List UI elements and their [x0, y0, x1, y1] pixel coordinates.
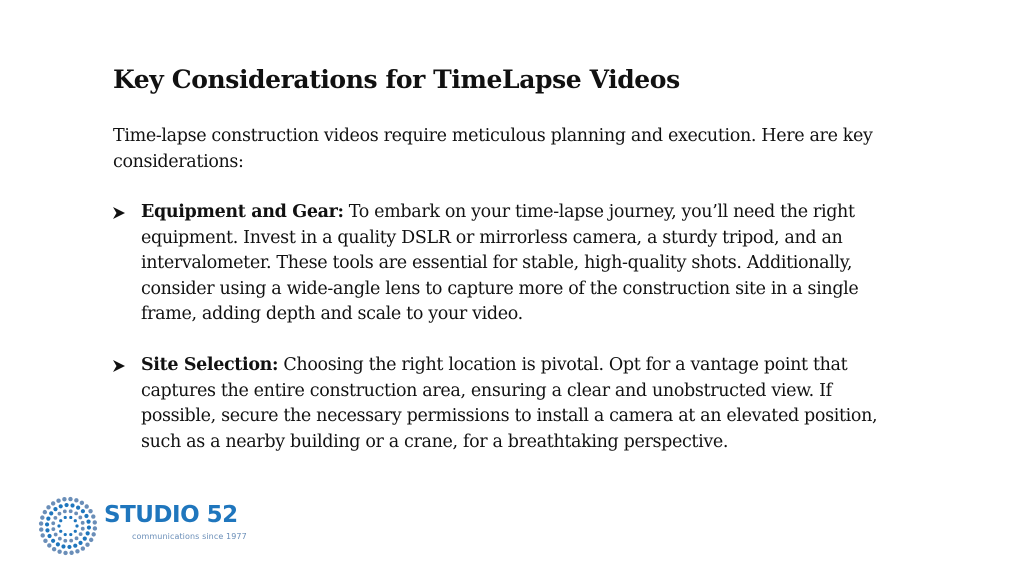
- logo-dot: [43, 539, 47, 543]
- logo-dot: [81, 546, 85, 550]
- logo-dot: [93, 526, 97, 530]
- intro-paragraph: Time-lapse construction videos require meticulous planning and execution. Here are key considerations:: [113, 126, 873, 172]
- logo-dot: [76, 506, 80, 510]
- logo-dot: [49, 511, 53, 515]
- logo-dot: [63, 509, 67, 513]
- arrow-bullet-icon: [113, 207, 125, 219]
- logo-dot: [41, 533, 45, 537]
- logo-dot: [87, 525, 91, 529]
- bullet-list: [113, 200, 913, 455]
- logo-dot: [43, 510, 47, 514]
- logo-dot: [63, 551, 67, 555]
- bullet-heading: Equipment and Gear:: [141, 202, 344, 222]
- logo-dot: [78, 516, 82, 520]
- logo-dot: [51, 501, 55, 505]
- logo-dot: [84, 504, 88, 508]
- logo-dot: [63, 539, 67, 543]
- logo-dot: [88, 509, 92, 513]
- logo-dot: [57, 549, 61, 553]
- logo-dot: [91, 532, 95, 536]
- logo-dot: [53, 516, 57, 520]
- logo-dot: [69, 516, 72, 519]
- logo-dot: [46, 505, 50, 509]
- logo-dot: [74, 511, 78, 515]
- logo-dot: [79, 532, 83, 536]
- logo-wordmark: STUDIO 52: [104, 502, 238, 528]
- logo-dot: [61, 544, 65, 548]
- logo-dot: [75, 536, 79, 540]
- arrow-bullet-icon: [113, 360, 125, 372]
- bullet-item-equipment: [113, 200, 901, 328]
- logo-dot: [46, 517, 50, 521]
- logo-dot: [51, 539, 55, 543]
- logo-dot: [39, 527, 43, 531]
- bullet-item-site-selection: [113, 353, 901, 455]
- logo-dot: [69, 551, 73, 555]
- logo-dot: [68, 497, 72, 501]
- bullet-heading: Site Selection:: [141, 355, 279, 375]
- logo-dot: [75, 549, 79, 553]
- logo-dot: [74, 498, 78, 502]
- logo-dot: [57, 524, 60, 527]
- logo-dot: [47, 534, 51, 538]
- logo-dot: [91, 514, 95, 518]
- logo-dot: [64, 503, 68, 507]
- logo-dot: [84, 514, 88, 518]
- logo-dot: [86, 531, 90, 535]
- logo-dot: [58, 537, 62, 541]
- bullet-text: To embark on your time-lapse journey, you’ll need the right equipment. Invest in a quality DSLR or mirrorless camera, a sturdy tripod, and an intervalometer. These tools are essential for stable, high-quality shots. Additionally, consider using a wide-angle lens to capture more of the construction site in a single frame, adding depth and scale to your video.: [141, 202, 859, 324]
- logo-dot: [51, 521, 55, 525]
- logo-dot: [69, 509, 73, 513]
- logo-dot: [67, 545, 71, 549]
- logo-dot: [85, 542, 89, 546]
- logo-dot: [73, 544, 77, 548]
- studio-52-logo: [36, 494, 266, 556]
- logo-dot: [58, 512, 62, 516]
- logo-dot: [74, 530, 77, 533]
- logo-dot: [39, 521, 43, 525]
- logo-dot: [81, 527, 85, 531]
- bullet-text: Choosing the right location is pivotal. Opt for a vantage point that captures the entire construction area, ensuring a clear and unobstructed view. If possible, secure the necessary permissions to install a camera at an elevated position, such as a nearby building or a crane, for a breathtaking perspective.: [141, 355, 878, 452]
- logo-dot: [59, 530, 62, 533]
- logo-dot: [45, 522, 49, 526]
- logo-dot: [75, 524, 78, 527]
- logo-tagline: communications since 1977: [132, 532, 247, 541]
- logo-dot: [81, 509, 85, 513]
- logo-dot: [62, 497, 66, 501]
- logo-dot: [78, 541, 82, 545]
- logo-dot: [53, 507, 57, 511]
- logo-dot: [59, 519, 62, 522]
- logo-dot: [69, 533, 72, 536]
- slide-title: Key Considerations for TimeLapse Videos: [113, 65, 680, 94]
- logo-dot: [86, 520, 90, 524]
- logo-dot: [56, 542, 60, 546]
- logo-dot: [80, 501, 84, 505]
- logo-dot: [64, 516, 67, 519]
- dot-burst-icon: [36, 494, 100, 558]
- logo-dot: [70, 503, 74, 507]
- logo-dot: [40, 515, 44, 519]
- logo-dot: [54, 533, 58, 537]
- logo-dot: [83, 537, 87, 541]
- logo-dot: [93, 520, 97, 524]
- logo-dot: [47, 543, 51, 547]
- logo-dot: [81, 521, 85, 525]
- logo-dot: [64, 533, 67, 536]
- logo-dot: [56, 499, 60, 503]
- logo-dot: [59, 504, 63, 508]
- logo-dot: [51, 527, 55, 531]
- logo-dot: [69, 539, 73, 543]
- logo-dot: [89, 538, 93, 542]
- logo-dot: [74, 519, 77, 522]
- logo-dot: [52, 547, 56, 551]
- logo-dot: [45, 528, 49, 532]
